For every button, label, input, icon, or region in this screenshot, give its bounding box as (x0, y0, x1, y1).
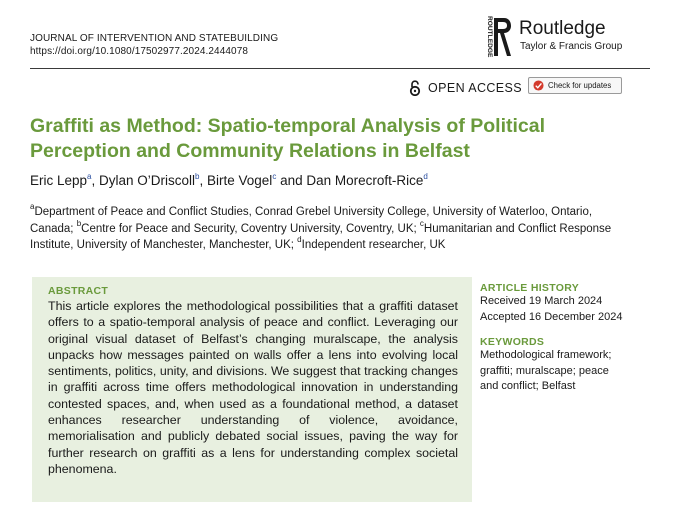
affiliation-text: Department of Peace and Conflict Studies, Conrad Grebel University College, University of Waterloo, Ontario, Canada; (30, 206, 593, 235)
author-name[interactable]: Dylan O’Driscoll (99, 173, 196, 188)
affiliation-marker: c (419, 218, 424, 228)
check-for-updates-button[interactable] (528, 77, 622, 94)
author-name[interactable]: Birte Vogel (207, 173, 273, 188)
logo-mark-text: ROUTLEDGE (486, 16, 493, 58)
author-name[interactable]: Dan Morecroft-Rice (306, 173, 424, 188)
publisher-name: Routledge (519, 18, 606, 39)
keywords-text: Methodological framework; graffiti; muralscape; peace and conflict; Belfast (480, 349, 612, 392)
affiliation-text: Independent researcher, UK (301, 239, 446, 251)
routledge-logo-icon (482, 14, 512, 60)
abstract-text: This article explores the methodological possibilities that a graffiti dataset offers to a spatio-temporal analysis of peace and conflict. Leveraging our original visual dataset of Belfast’s changing muralscape, the analysis unpacks how messages painted on walls offer a lens into evolving local sentiments, politics, unity, and divisions. We suggest that tracking changes in graffiti across time offers methodological innovation in understanding contested spaces, and, when used as a foundational method, a dataset enhances researcher understanding of violence, avoidance, memorialisation and publicly debated social issues, paving the way for further research on graffiti as a lens for understanding complex societal phenomena. (48, 299, 458, 476)
abstract-heading: ABSTRACT (48, 285, 109, 297)
publisher-group: Taylor & Francis Group (520, 41, 623, 52)
keywords-heading: KEYWORDS (480, 336, 545, 348)
journal-name: JOURNAL OF INTERVENTION AND STATEBUILDING (30, 33, 279, 44)
affiliation-text: Humanitarian and Conflict Response Institute, University of Manchester, Manchester, UK; (30, 222, 612, 251)
affiliation-text: Centre for Peace and Security, Coventry University, Coventry, UK; (81, 222, 420, 235)
affiliations (30, 204, 630, 254)
open-lock-icon (408, 80, 422, 96)
author-affiliation-marker[interactable]: b (195, 171, 200, 181)
author-name[interactable]: Eric Lepp (30, 173, 88, 188)
abstract-box (32, 277, 472, 502)
received-date: Received 19 March 2024 (480, 295, 603, 307)
author-separator: , (91, 173, 100, 188)
article-title: Graffiti as Method: Spatio-temporal Analysis of Political Perception and Community Relations in Belfast (30, 115, 546, 162)
author-separator: and (276, 173, 307, 188)
history-heading: ARTICLE HISTORY (480, 282, 580, 294)
author-list (30, 172, 428, 190)
doi-link[interactable]: https://doi.org/10.1080/17502977.2024.2444078 (30, 46, 249, 57)
journal-header (30, 32, 278, 58)
affiliation-marker: a (30, 202, 35, 212)
crossmark-icon (533, 80, 544, 91)
affiliation-marker: d (297, 235, 302, 245)
header-divider (30, 68, 650, 69)
publisher-logo[interactable] (482, 14, 652, 60)
author-affiliation-marker[interactable]: a (87, 171, 92, 181)
accepted-date: Accepted 16 December 2024 (480, 310, 623, 323)
author-affiliation-marker[interactable]: c (272, 171, 277, 181)
author-affiliation-marker[interactable]: d (423, 171, 428, 181)
check-for-updates-label: Check for updates (548, 81, 612, 90)
author-separator: , (199, 173, 208, 188)
open-access-label: OPEN ACCESS (428, 81, 523, 95)
affiliation-marker: b (76, 218, 82, 228)
open-access-badge (408, 80, 522, 96)
article-info-sidebar (480, 282, 650, 395)
